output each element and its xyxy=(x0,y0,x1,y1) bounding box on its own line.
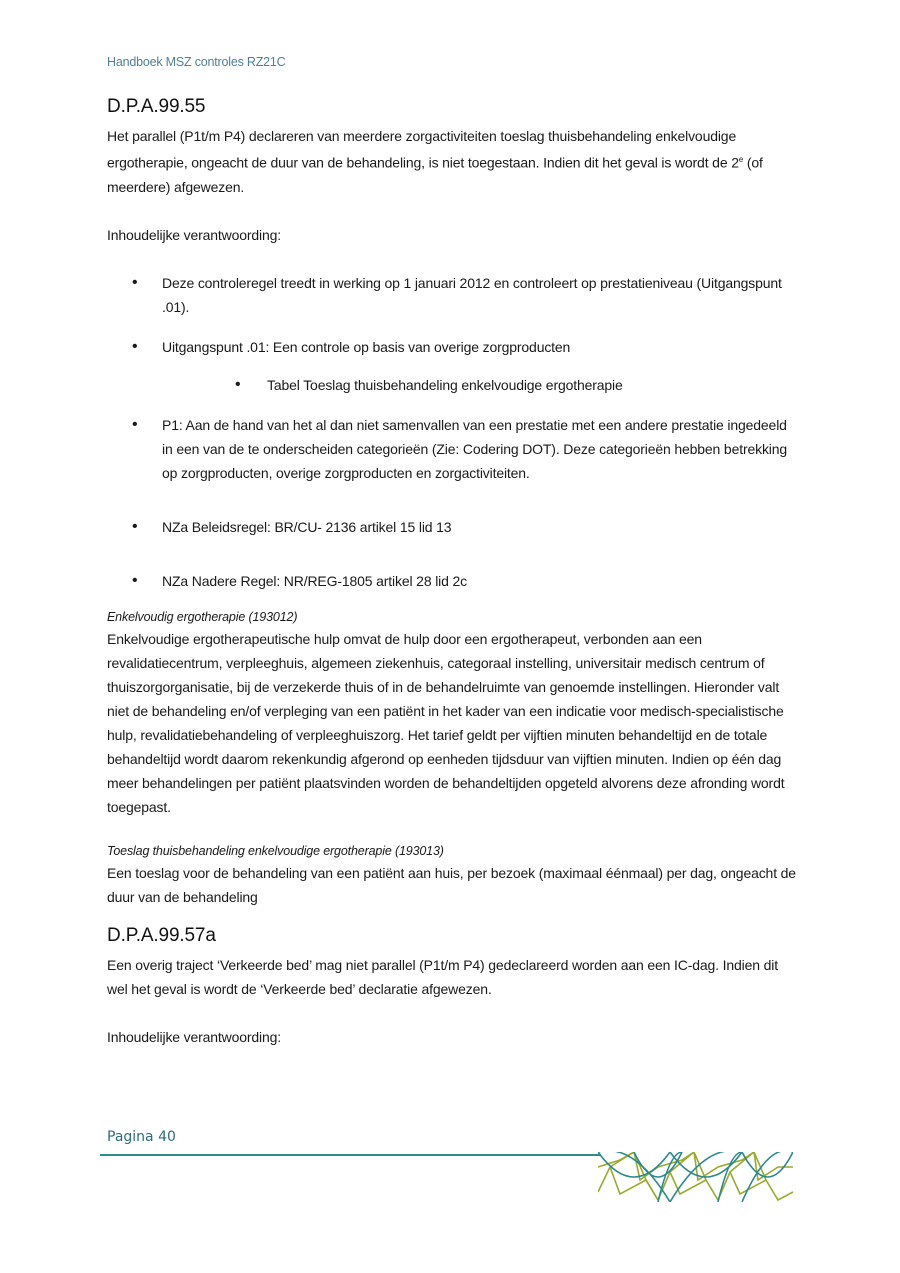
superscript-e: e xyxy=(738,155,744,164)
intro-text-end: (of meerdere) afgewezen. xyxy=(107,154,763,195)
definition-title: Toeslag thuisbehandeling enkelvoudige ergotherapie (193013) xyxy=(107,843,444,858)
intro-text: Het parallel (P1t/m P4) declareren van meerdere zorgactiviteiten toeslag thuisbehandeling enkelvoudige ergotherapie, ongeacht de duur van de behandeling, is niet toegestaan. Indien dit het geval is wordt de 2 xyxy=(107,128,739,171)
list-item: • Deze controleregel treedt in werking op 1 januari 2012 en controleert op prestatieniveau (Uitgangspunt .01). xyxy=(107,271,797,319)
justification-list xyxy=(107,271,797,593)
section-title: D.P.A.99.57a xyxy=(107,924,216,946)
list-item: • NZa Nadere Regel: NR/REG-1805 artikel 28 lid 2c xyxy=(107,569,797,593)
list-item: • Uitgangspunt .01: Een controle op basis van overige zorgproducten xyxy=(107,335,797,359)
footer-divider xyxy=(100,1154,600,1156)
definition-block xyxy=(107,607,797,819)
page-content xyxy=(107,94,797,1073)
running-header: Handboek MSZ controles RZ21C xyxy=(107,55,286,69)
decorative-logo-icon xyxy=(598,1152,793,1202)
definition-title: Enkelvoudig ergotherapie (193012) xyxy=(107,609,298,624)
section-dpa-99-57a xyxy=(107,923,797,1049)
section-intro xyxy=(107,124,797,199)
definition-block xyxy=(107,841,797,909)
definition-text: Een toeslag voor de behandeling van een patiënt aan huis, per bezoek (maximaal éénmaal) per dag, ongeacht de duur van de behandeling xyxy=(107,864,796,905)
page-number: Pagina 40 xyxy=(107,1129,176,1145)
justification-label: Inhoudelijke verantwoording: xyxy=(107,1028,282,1045)
section-dpa-99-55 xyxy=(107,94,797,909)
section-intro: Een overig traject ‘Verkeerde bed’ mag niet parallel (P1t/m P4) gedeclareerd worden aan een IC-dag. Indien dit wel het geval is wordt de ‘Verkeerde bed’ declaratie afgewezen. xyxy=(107,956,778,997)
definition-text: Enkelvoudige ergotherapeutische hulp omvat de hulp door een ergotherapeut, verbonden aan een revalidatiecentrum, verpleeghuis, algemeen ziekenhuis, categoraal instelling, universitair medisch centrum of thuiszorgorganisatie, bij de verzekerde thuis of in de behandelruimte van genoemde instellingen. Hieronder valt niet de behandeling en/of verpleging van een patiënt in het kader van een indicatie voor medisch-specialistische hulp, revalidatiebehandeling of verpleeghuiszorg. Het tarief geldt per vijftien minuten behandeltijd en de totale behandeltijd wordt daarom rekenkundig afgerond op eenheden tijdsduur van vijftien minuten. Indien op één dag meer behandelingen per patiënt plaatsvinden worden de behandeltijden opgeteld alvorens deze afronding wordt toegepast. xyxy=(107,630,785,815)
list-item: • P1: Aan de hand van het al dan niet samenvallen van een prestatie met een andere prestatie ingedeeld in een van de te onderscheiden categorieën (Zie: Codering DOT). Deze categorieën hebben betrekking op zorgproducten, overige zorgproducten en zorgactiviteiten. xyxy=(107,413,797,485)
justification-label: Inhoudelijke verantwoording: xyxy=(107,226,282,243)
section-title: D.P.A.99.55 xyxy=(107,96,206,117)
list-item-sub: • Tabel Toeslag thuisbehandeling enkelvoudige ergotherapie xyxy=(107,373,797,397)
list-item: • NZa Beleidsregel: BR/CU- 2136 artikel 15 lid 13 xyxy=(107,515,797,539)
